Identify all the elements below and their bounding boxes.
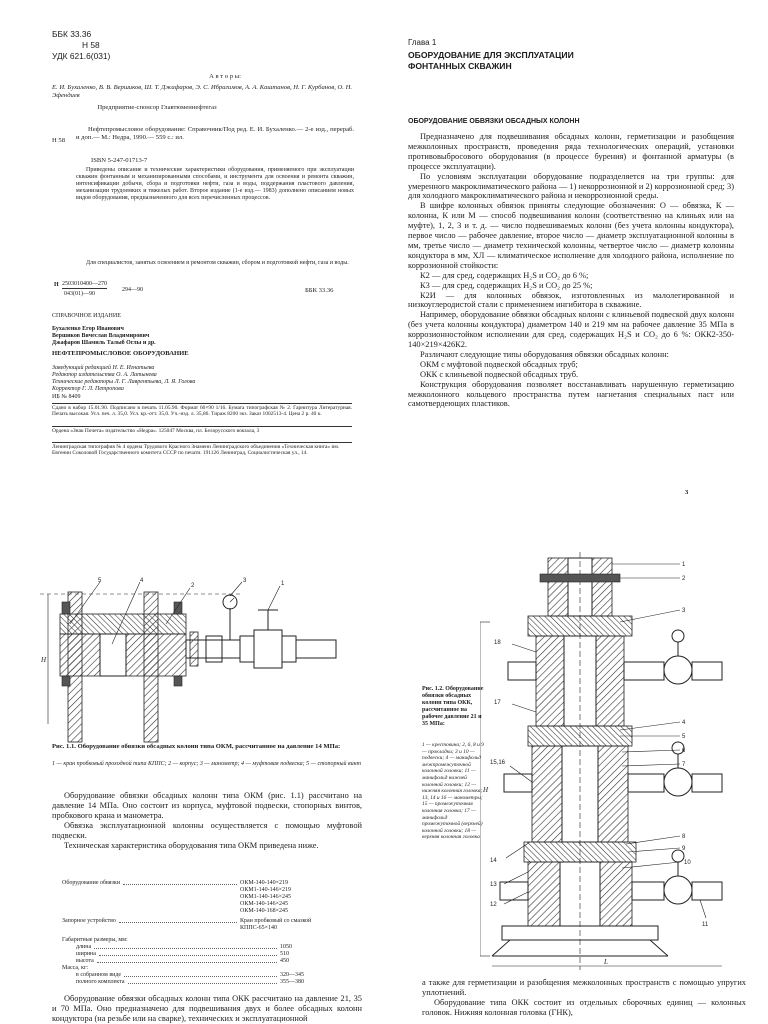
staff-4: Корректор Г. Л. Петропова <box>52 386 124 392</box>
svg-text:5: 5 <box>98 578 102 584</box>
paragraph-types: Различают следующие типы оборудования обвязки обсадных колонн: <box>420 349 669 359</box>
spec-value-equipment-2: ОКМ1-140-146×219 <box>240 887 292 893</box>
udk-code: УДК 621.6(031) <box>52 51 111 61</box>
symbol-n: Н <box>54 282 59 288</box>
staff-1: Заведующий редакцией Н. Е. Игнатьева <box>52 365 155 371</box>
annotation: Приведены описание и технические характеристики оборудования, применяемого при эксплуатации скважин фонтанным и механизированными способами, и инструмента для освоения и ремонта скважин, интенсификации добычи, сбора и подготовки нефти, газа и воды, поддержания пластового давления, механизации трудоемких и тяжелых работ. Второе издание (1-е изд.— 1983) дополнено описанием новых видов оборудования, предназначенного для всех перечисленных процессов. <box>76 167 354 201</box>
staff-2: Редактор издательства О. А. Латынева <box>52 372 157 378</box>
callout-13: 13 <box>490 882 497 888</box>
svg-text:4: 4 <box>140 578 144 584</box>
dim-l-text: L <box>604 958 608 966</box>
code-denominator: 043(01)—90 <box>64 291 95 297</box>
callout-4: 4 <box>682 720 686 726</box>
corrosion-k2: К2 — для сред, содержащих H₂S и CO₂ до 6 %; <box>420 270 589 280</box>
callout-12: 12 <box>490 902 497 908</box>
section-title: ОБОРУДОВАНИЕ ОБВЯЗКИ ОБСАДНЫХ КОЛОНН <box>408 118 580 125</box>
paragraph-groups: По условиям эксплуатации оборудование подразделяется на три группы: для умеренного макроклиматического района — 1) некоррозионной и 2) коррозионной сред; 3) для холодного макроклиматического района и некоррозионной среды. <box>408 171 734 201</box>
spec-value-valve-1: Кран пробковый со смазкой <box>240 918 312 924</box>
chapter-number: Глава 1 <box>408 38 437 47</box>
authors-heading: А в т о р ы: <box>209 73 241 80</box>
figure-1-2-caption: Рис. 1.2. Оборудование обвязки обсадных колонн типа ОКК, рассчитанное на рабочее давление 21 и 35 МПа: <box>422 686 484 727</box>
imprint-publisher: Ордена «Знак Почета» издательство «Недра». 125047 Москва, пл. Белорусского вокзала, 3 <box>52 428 260 434</box>
dim-length-value: 1050 <box>280 944 292 950</box>
callout-10: 10 <box>684 860 691 866</box>
spec-row-equipment <box>62 880 350 887</box>
spec-value-equipment-3: ОКМ1-140-146×245 <box>240 894 292 900</box>
author-mark: Н 58 <box>82 40 100 50</box>
svg-text:1: 1 <box>281 581 285 587</box>
spec-row-width <box>62 951 350 958</box>
spec-mass-label: Масса, кг: <box>62 965 89 971</box>
okk-paragraph: Оборудование обвязки обсадных колонн типа ОКК рассчитано на давление 21, 35 и 70 МПа. Оно предназначено для подвешивания двух и более обсадных колонн кондуктора (на резьбе или на сварке), технических и эксплуатационной <box>52 994 362 1023</box>
spec-row-mass-full <box>62 979 350 986</box>
code-numerator: 2503010400—270 <box>62 281 107 287</box>
spec-label-equipment: Оборудование обвязки <box>62 880 121 886</box>
spec-value-equipment-1: ОКМ-140-140×219 <box>240 880 289 886</box>
dim-length-label: длина <box>76 944 92 950</box>
paragraph-codes: В шифре колонных обвязок приняты следующие обозначения: О — обвязка, К — колонна, К или М — способ подвешивания колонн (соответственно на клиньях или на муфте), 1, 2, 3 и т. д. — число подвешиваемых колонн (без учета колонны кондуктора), первое число — рабочее давление, второе число — диаметр эксплуатационной колонны в мм, третье число — диаметр технической колонны, четвертое число — диаметр колонны кондуктора в мм, ХЛ — климатическое исполнение для холодного района, исполнение по коррозионной стойкости: <box>408 201 734 270</box>
paragraph-design: Конструкция оборудования позволяет восстанавливать нарушенную герметизацию межколонного кольцевого пространства путем нагнетания специальных паст или самотвердеющих пластиков. <box>408 379 734 409</box>
spec-value-equipment-5: ОКМ-140-168×245 <box>240 908 289 914</box>
book-title: НЕФТЕПРОМЫСЛОВОЕ ОБОРУДОВАНИЕ <box>52 350 189 357</box>
mass-assembled-value: 320—345 <box>280 972 304 978</box>
callout-17: 17 <box>494 700 501 706</box>
dim-width-value: 510 <box>280 951 289 957</box>
svg-text:3: 3 <box>243 578 247 584</box>
spec-value-valve-2: КППС-65×140 <box>240 925 278 931</box>
okk-continued-text <box>422 978 746 1018</box>
sponsor: Предприятие-спонсор Главтюменнефтегаз <box>97 104 217 111</box>
bbk-code: ББК 33.36 <box>52 29 92 39</box>
spec-dims-label: Габаритные размеры, мм: <box>62 937 128 943</box>
page-2 <box>0 0 384 512</box>
code-middle: 294—90 <box>122 287 143 293</box>
bib-mark: Н 58 <box>52 137 66 144</box>
author-name-1: Бухаленко Егор Иванович <box>52 326 124 332</box>
spec-row-length <box>62 944 350 951</box>
mass-assembled-label: в собранном виде <box>76 972 122 978</box>
dim-h-text: Н <box>483 786 489 794</box>
figure-1-1-caption: Рис. 1.1. Оборудование обвязки обсадных колонн типа ОКМ, рассчитанное на давление 14 МПа: <box>52 743 341 750</box>
ib-number: ИБ № 8409 <box>52 394 81 400</box>
callout-18: 18 <box>494 640 501 646</box>
callout-8: 8 <box>682 834 686 840</box>
spec-row-valve <box>62 918 350 925</box>
edition-type: СПРАВОЧНОЕ ИЗДАНИЕ <box>52 313 121 319</box>
figure-1-1-drawing <box>40 574 358 746</box>
callout-3: 3 <box>682 608 686 614</box>
dim-width-label: ширина <box>76 951 96 957</box>
type-okm: ОКМ с муфтовой подвеской обсадных труб; <box>420 359 578 369</box>
okm-paragraph-3: Техническая характеристика оборудования типа ОКМ приведена ниже. <box>64 840 319 850</box>
corrosion-k2i: К2И — для колонных обвязок, изготовленных из малолегированной и низкоуглеродистой стали с применением ингибитора в скважине. <box>408 290 734 310</box>
okm-paragraph-2: Обвязка эксплуатационной колонны осуществляется с помощью муфтовой подвески. <box>52 820 362 840</box>
imprint-print-data: Сдано в набор 15.01.90. Подписано в печать 11.05.90. Формат 60×90 1/16. Бумага типографская № 2. Гарнитура Литературная. Печать высокая. Усл. печ. л. 35,0. Усл. кр.-отт. 35,0. Уч.-изд. л. 35,86. Тираж 8200 экз. Заказ 1002513-4. Цена 2 р. 40 к. <box>52 405 352 418</box>
chapter-title-line-1: ОБОРУДОВАНИЕ ДЛЯ ЭКСПЛУАТАЦИИ <box>408 50 574 60</box>
callout-7: 7 <box>682 762 686 768</box>
svg-text:2: 2 <box>191 583 195 589</box>
spec-row-mass-assembled <box>62 972 350 979</box>
callout-6: 6 <box>682 748 686 754</box>
paragraph-example: Например, оборудование обвязки обсадных колонн с клиньевой подвеской двух колонн (без учета колонны кондуктора) диаметром 140 и 219 мм на рабочее давление 35 МПа в коррозионностойком исполнении для сред, содержащих H₂S и CO₂ до 6 %: ОКК2-350-140×219×426К2. <box>408 310 734 350</box>
spec-label-valve: Запорное устройство <box>62 918 116 924</box>
page-5 <box>384 512 768 1024</box>
figure-1-2-legend: 1 — крестовина; 2, 6, 8 и 9 — прокладки; 3 и 10 — подвески; 4 — манифольд межпромежуточной колонной головки; 11 — манифольд нижней колонной головки; 12 — нижняя колонная головка; 13, 14 и 16 — манометры; 15 — промежуточная колонная головка; 17 — манифольд промежуточной (верхней) колонной головки; 18 — верхняя колонная головка <box>422 742 484 841</box>
callout-14: 14 <box>490 858 497 864</box>
spec-row-height <box>62 958 350 965</box>
callout-15-16: 15,16 <box>490 760 506 766</box>
bbk-right: ББК 33.36 <box>305 287 334 294</box>
okm-text <box>52 791 362 850</box>
okm-paragraph-1: Оборудование обвязки обсадных колонн типа ОКМ (рис. 1.1) рассчитано на давление 14 МПа. Оно состоит из корпуса, муфтовой подвески, стопорных винтов, пробкового крана и манометра. <box>52 791 362 820</box>
page-3 <box>384 0 768 512</box>
author-name-3: Джафаров Шамиль Талыб Оглы и др. <box>52 340 156 346</box>
mass-full-value: 355—380 <box>280 979 304 985</box>
callout-5: 5 <box>682 734 686 740</box>
dim-height-label: высота <box>76 958 94 964</box>
bib-record: Нефтепромысловое оборудование: Справочник/Под ред. Е. И. Бухаленко.— 2-е изд., перераб. и доп.— М.: Недра, 1990.— 559 с.: ил. <box>76 126 354 141</box>
authors-list: Е. И. Бухаленко, В. В. Вершиков, Ш. Т. Джафаров, Э. С. Ибрагимов, А. А. Каштанов, Н. Г. Курбанов, О. Н. Эфендиев <box>52 84 352 99</box>
page-number: 3 <box>685 489 689 496</box>
spec-table <box>62 880 350 986</box>
okk-text <box>52 994 362 1024</box>
imprint-printer: Ленинградская типография № 4 ордена Трудового Красного Знамени Ленинградского объединения «Техническая книга» им. Евгении Соколовой Государственного комитета СССР по печати. 191126 Ленинград, Социалистическая ул., 14. <box>52 444 340 457</box>
dim-height-value: 450 <box>280 958 289 964</box>
callout-11: 11 <box>702 922 709 928</box>
callout-9: 9 <box>682 846 686 852</box>
chapter-title-line-2: ФОНТАННЫХ СКВАЖИН <box>408 61 512 71</box>
figure-1-2-drawing <box>480 552 750 970</box>
text-block <box>408 132 734 409</box>
paragraph-purpose: Предназначено для подвешивания обсадных колонн, герметизации и разобщения межколонных пространств, проведения ряда технологических операций, установки противовыбросового оборудования (в процессе бурения) и фонтанной арматуры (в процессе эксплуатации). <box>408 132 734 171</box>
mass-full-label: полного комплекта <box>76 979 125 985</box>
staff-3: Технические редакторы Л. Г. Лаврентьева, Л. Я. Голова <box>52 379 196 385</box>
callout-2: 2 <box>682 576 686 582</box>
okk-continued-paragraph-2: Оборудование типа ОКК состоит из отдельных сборочных единиц — колонных головок. Нижняя колонная головка (ГНК), <box>422 997 746 1017</box>
page-4 <box>0 512 384 1024</box>
okk-continued-paragraph-1: а также для герметизации и разобщения межколонных пространств с помощью упругих уплотнений. <box>422 978 746 997</box>
corrosion-k3: К3 — для сред, содержащих H₂S и CO₂ до 25 %; <box>420 280 593 290</box>
isbn: ISBN 5-247-01713-7 <box>91 157 148 164</box>
spec-value-equipment-4: ОКМ-140-146×245 <box>240 901 289 907</box>
figure-1-1-legend: 1 — кран пробковый проходной типа КППС; 2 — корпус; 3 — манометр; 4 — муфтовая подвеска; 5 — стопорный винт <box>52 761 361 767</box>
author-name-2: Вершиков Вячеслав Владимирович <box>52 333 150 339</box>
type-okk: ОКК с клиньевой подвеской обсадных труб. <box>420 369 579 379</box>
dim-h-label: Н <box>41 656 47 664</box>
audience-note: Для специалистов, занятых освоением и ремонтом скважин, сбором и подготовкой нефти, газа и воды. <box>86 260 349 266</box>
callout-1: 1 <box>682 562 686 568</box>
